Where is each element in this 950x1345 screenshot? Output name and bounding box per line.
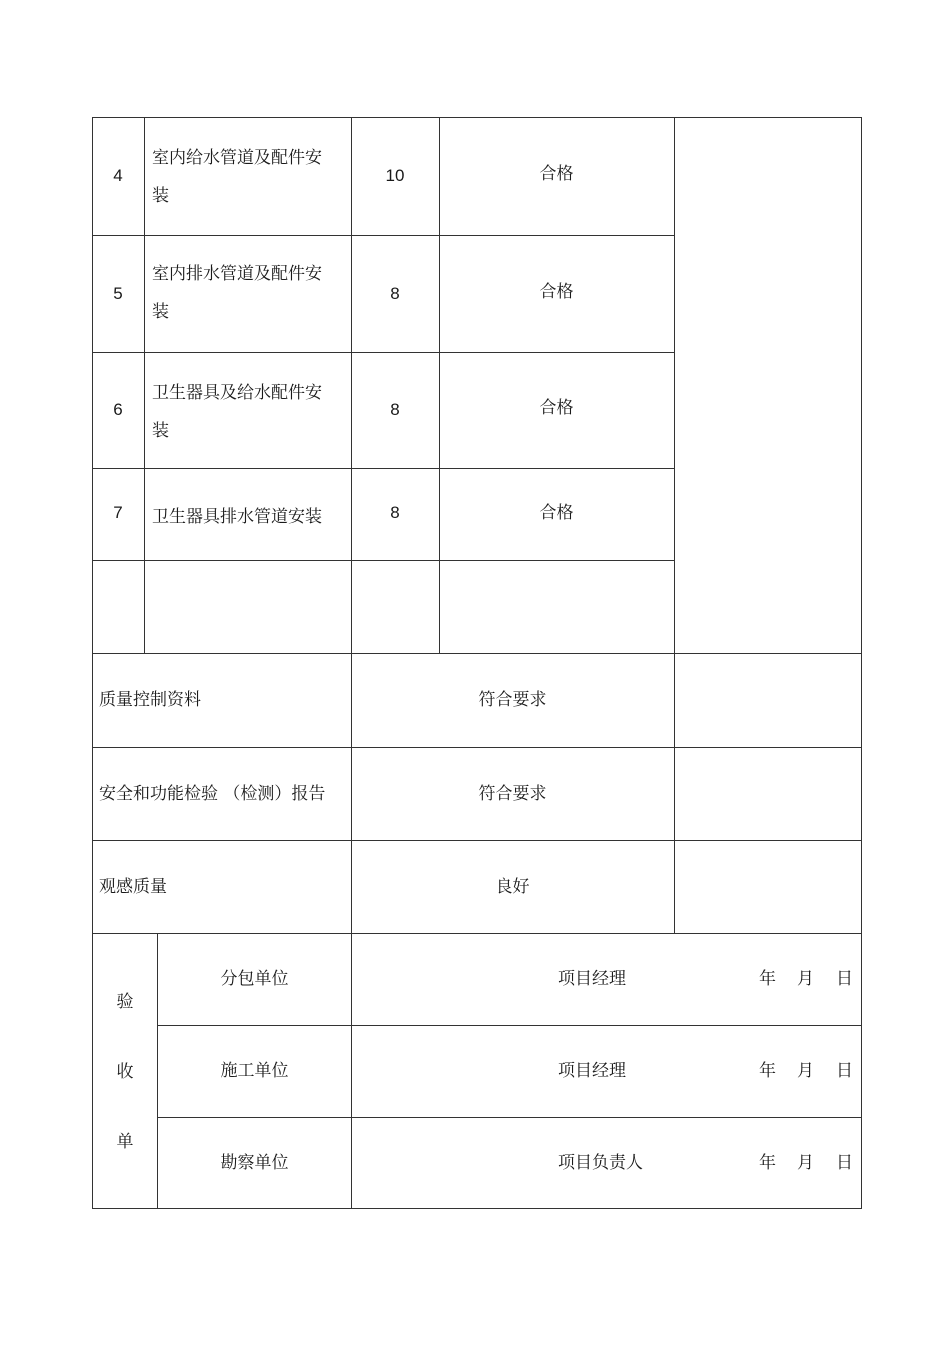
acceptance-unit: 施工单位 (220, 1061, 289, 1081)
summary-value: 符合要求 (478, 783, 547, 804)
item-name: 卫生器具排水管道安装 (152, 507, 322, 527)
item-result: 合格 (539, 164, 574, 184)
sign-day: 日 (836, 969, 853, 989)
sign-year: 年 (759, 1061, 776, 1081)
item-name: 卫生器具及给水配件安装 (152, 383, 322, 441)
item-result: 合格 (539, 281, 574, 302)
item-no: 7 (113, 503, 123, 522)
item-name: 室内给水管道及配件安装 (152, 148, 322, 206)
item-no: 4 (113, 166, 123, 185)
acceptance-role: 项目经理 (558, 969, 626, 989)
rule-col-result (674, 117, 675, 934)
summary-label: 质量控制资料 (99, 690, 201, 710)
acceptance-vertical-char: 验 (116, 992, 134, 1012)
sign-month: 月 (797, 1153, 814, 1173)
sign-day: 日 (836, 1061, 853, 1081)
summary-label: 观感质量 (99, 876, 167, 897)
rule-right (861, 117, 862, 1209)
acceptance-unit: 分包单位 (220, 969, 289, 989)
item-name: 室内排水管道及配件安装 (152, 264, 322, 322)
item-count: 10 (385, 166, 405, 185)
summary-value: 符合要求 (478, 690, 547, 710)
item-result: 合格 (539, 503, 574, 523)
item-no: 6 (113, 400, 123, 419)
acceptance-role: 项目经理 (558, 1061, 626, 1081)
item-count: 8 (390, 283, 400, 303)
rule-col-no (144, 117, 145, 654)
acceptance-role: 项目负责人 (558, 1153, 643, 1173)
item-count: 8 (390, 503, 400, 522)
summary-value: 良好 (495, 876, 530, 897)
sign-day: 日 (836, 1153, 853, 1173)
sign-month: 月 (797, 969, 814, 989)
item-count: 8 (390, 400, 400, 419)
sign-year: 年 (759, 1153, 776, 1173)
acceptance-unit: 勘察单位 (220, 1153, 289, 1173)
sign-year: 年 (759, 969, 776, 989)
acceptance-vertical-char: 单 (116, 1132, 134, 1152)
item-no: 5 (113, 283, 123, 303)
sign-month: 月 (797, 1061, 814, 1081)
summary-label: 安全和功能检验 （检测）报告 (99, 783, 326, 804)
item-result: 合格 (539, 398, 574, 418)
acceptance-vertical-char: 收 (116, 1062, 134, 1082)
